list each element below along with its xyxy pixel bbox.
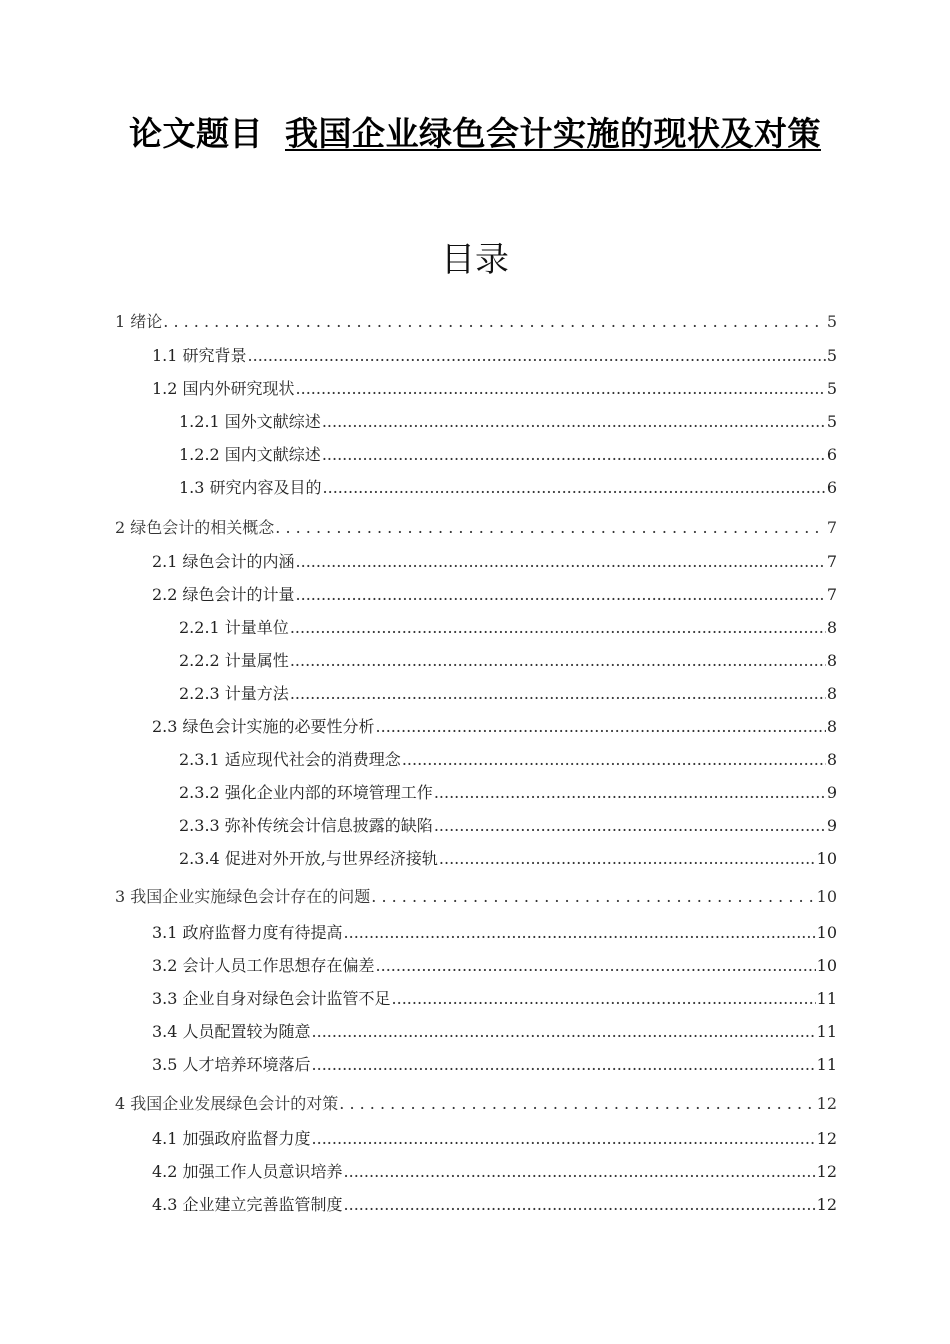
toc-entry-page: 12: [816, 1162, 837, 1181]
toc-entry[interactable]: [152, 345, 837, 367]
toc-entry-title: 1.2.1 国外文献综述: [179, 412, 321, 431]
toc-entry-page: 8: [826, 618, 837, 637]
toc-entry-page: 7: [826, 585, 837, 604]
toc-entry-page: 10: [816, 923, 837, 942]
toc-dot-leader: [323, 477, 826, 499]
paper-title-subject: 我国企业绿色会计实施的现状及对策: [285, 114, 821, 153]
toc-dot-leader: [296, 378, 826, 400]
toc-entry-title: 1.2 国内外研究现状: [152, 379, 295, 398]
toc-dot-leader: [163, 311, 826, 333]
toc-entry-page: 11: [816, 1055, 837, 1074]
toc-entry-page: 12: [816, 1195, 837, 1214]
toc-entry[interactable]: [152, 955, 837, 977]
toc-entry[interactable]: [152, 716, 837, 738]
toc-dot-leader: [275, 517, 826, 539]
paper-title-label: 论文题目: [129, 114, 263, 153]
toc-dot-leader: [312, 1021, 816, 1043]
toc-dot-leader: [312, 1054, 816, 1076]
toc-dot-leader: [322, 444, 826, 466]
toc-entry[interactable]: [152, 551, 837, 573]
toc-entry[interactable]: [179, 477, 837, 499]
toc-entry-page: 12: [816, 1094, 837, 1113]
toc-dot-leader: [322, 411, 826, 433]
toc-entry-title: 4.3 企业建立完善监管制度: [152, 1195, 343, 1214]
toc-dot-leader: [434, 782, 826, 804]
toc-dot-leader: [344, 1194, 816, 1216]
toc-dot-leader: [296, 584, 826, 606]
toc-entry[interactable]: [179, 650, 837, 672]
toc-dot-leader: [339, 1093, 815, 1115]
toc-entry-page: 5: [826, 312, 837, 331]
toc-entry-title: 3.3 企业自身对绿色会计监管不足: [152, 989, 391, 1008]
toc-entry-title: 4.2 加强工作人员意识培养: [152, 1162, 343, 1181]
toc-entry[interactable]: [179, 411, 837, 433]
toc-entry[interactable]: [152, 1021, 837, 1043]
toc-entry-page: 11: [816, 989, 837, 1008]
toc-entry-title: 4.1 加强政府监督力度: [152, 1129, 311, 1148]
toc-entry[interactable]: [179, 749, 837, 771]
toc-dot-leader: [402, 749, 826, 771]
toc-entry-page: 7: [826, 552, 837, 571]
toc-entry[interactable]: [115, 311, 837, 333]
toc-entry[interactable]: [179, 848, 837, 870]
toc-dot-leader: [290, 617, 826, 639]
toc-entry-title: 3.2 会计人员工作思想存在偏差: [152, 956, 375, 975]
toc-entry-page: 11: [816, 1022, 837, 1041]
toc-entry[interactable]: [179, 815, 837, 837]
toc-entry-page: 8: [826, 717, 837, 736]
toc-entry[interactable]: [152, 378, 837, 400]
toc-entry-title: 2.3.4 促进对外开放,与世界经济接轨: [179, 849, 438, 868]
toc-entry[interactable]: [152, 1054, 837, 1076]
toc-entry-title: 2.2.3 计量方法: [179, 684, 289, 703]
toc-entry-title: 3.1 政府监督力度有待提高: [152, 923, 343, 942]
toc-entry[interactable]: [152, 922, 837, 944]
toc-dot-leader: [296, 551, 826, 573]
toc-entry-title: 2.3.3 弥补传统会计信息披露的缺陷: [179, 816, 433, 835]
toc-entry-title: 2.2.2 计量属性: [179, 651, 289, 670]
toc-entry-title: 2.3.2 强化企业内部的环境管理工作: [179, 783, 433, 802]
toc-entry[interactable]: [179, 617, 837, 639]
toc-entry-title: 2.2 绿色会计的计量: [152, 585, 295, 604]
toc-entry[interactable]: [115, 1093, 837, 1115]
toc-entry-title: 1.3 研究内容及目的: [179, 478, 322, 497]
toc-entry-title: 1 绪论: [115, 312, 163, 331]
toc-entry-title: 4 我国企业发展绿色会计的对策: [115, 1094, 339, 1113]
toc-entry-title: 1.2.2 国内文献综述: [179, 445, 321, 464]
toc-dot-leader: [290, 683, 826, 705]
toc-entry[interactable]: [179, 683, 837, 705]
toc-entry-title: 2.3 绿色会计实施的必要性分析: [152, 717, 375, 736]
toc-entry-page: 8: [826, 651, 837, 670]
toc-entry-title: 3 我国企业实施绿色会计存在的问题: [115, 887, 371, 906]
toc-dot-leader: [312, 1128, 816, 1150]
toc-dot-leader: [392, 988, 816, 1010]
toc-entry[interactable]: [179, 782, 837, 804]
toc-entry-page: 10: [816, 956, 837, 975]
toc-dot-leader: [371, 886, 815, 908]
toc-entry-page: 5: [826, 379, 837, 398]
toc-dot-leader: [376, 716, 826, 738]
toc-dot-leader: [290, 650, 826, 672]
toc-entry-title: 2.1 绿色会计的内涵: [152, 552, 295, 571]
toc-entry-page: 10: [816, 849, 837, 868]
toc-dot-leader: [344, 922, 816, 944]
toc-entry-title: 2 绿色会计的相关概念: [115, 518, 275, 537]
toc-entry-page: 8: [826, 684, 837, 703]
toc-entry-title: 3.5 人才培养环境落后: [152, 1055, 311, 1074]
toc-entry[interactable]: [115, 517, 837, 539]
toc-entry-page: 10: [816, 887, 837, 906]
toc-entry-page: 5: [826, 412, 837, 431]
toc-entry-page: 9: [826, 783, 837, 802]
toc-entry-page: 6: [826, 478, 837, 497]
toc-dot-leader: [434, 815, 826, 837]
toc-entry[interactable]: [152, 584, 837, 606]
toc-dot-leader: [376, 955, 816, 977]
toc-entry-page: 12: [816, 1129, 837, 1148]
toc-dot-leader: [248, 345, 826, 367]
toc-entry-page: 6: [826, 445, 837, 464]
toc-entry-title: 1.1 研究背景: [152, 346, 247, 365]
toc-entry-title: 2.2.1 计量单位: [179, 618, 289, 637]
toc-dot-leader: [439, 848, 816, 870]
toc-entry-title: 3.4 人员配置较为随意: [152, 1022, 311, 1041]
toc-heading: 目录: [441, 240, 509, 280]
toc-entry-page: 9: [826, 816, 837, 835]
toc-entry-title: 2.3.1 适应现代社会的消费理念: [179, 750, 401, 769]
toc-entry[interactable]: [152, 1128, 837, 1150]
toc-entry-page: 7: [826, 518, 837, 537]
toc-entry-page: 8: [826, 750, 837, 769]
toc-entry[interactable]: [179, 444, 837, 466]
toc-entry-page: 5: [826, 346, 837, 365]
toc-entry[interactable]: [152, 988, 837, 1010]
toc-entry[interactable]: [152, 1161, 837, 1183]
toc-entry[interactable]: [115, 886, 837, 908]
toc-entry[interactable]: [152, 1194, 837, 1216]
toc-dot-leader: [344, 1161, 816, 1183]
